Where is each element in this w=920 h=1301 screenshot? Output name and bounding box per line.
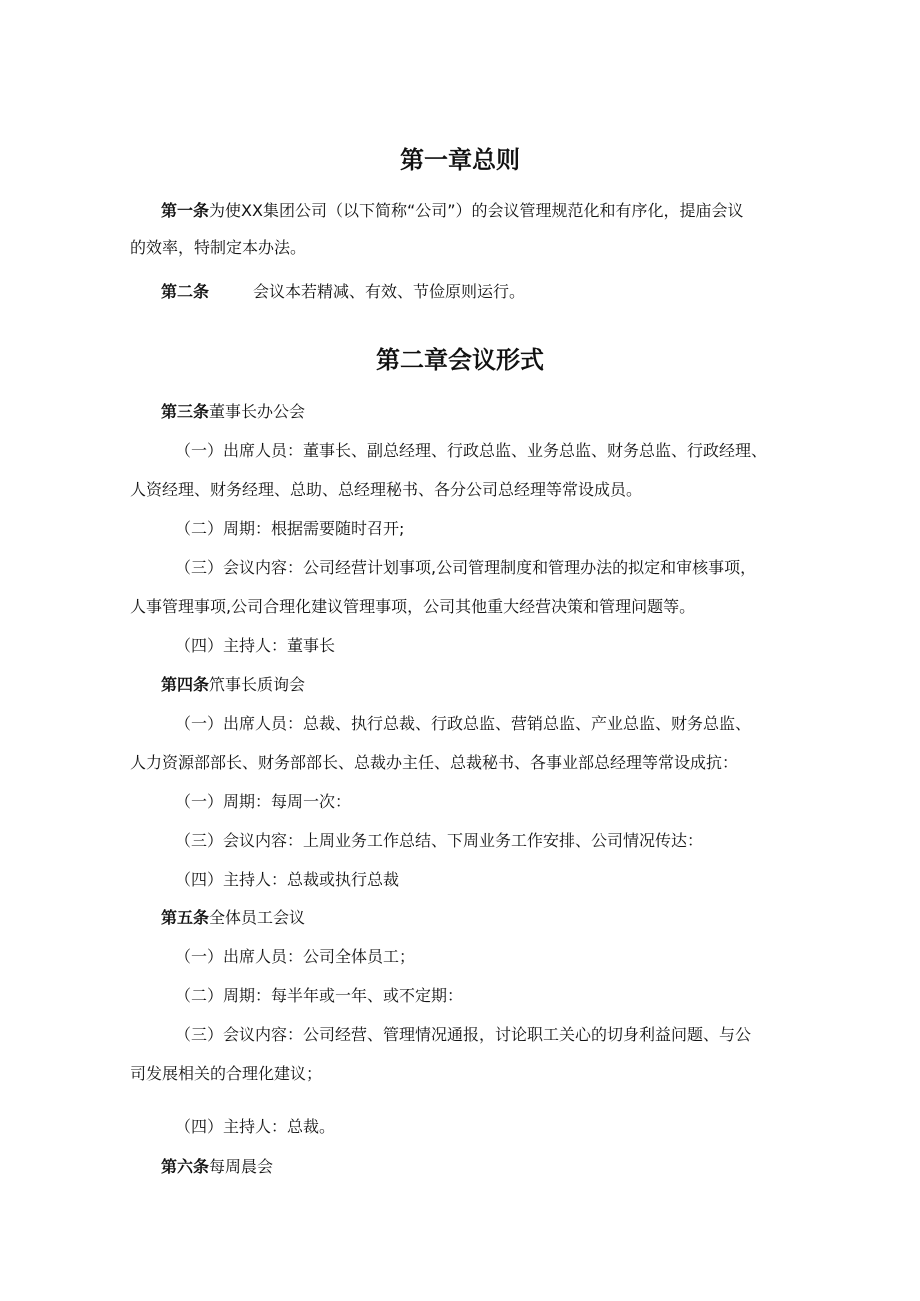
article-4-item: （一）周期：每周一次：: [175, 792, 352, 811]
article-4-label: 第四条: [161, 675, 210, 694]
article-5-item: （一）出席人员：公司全体员工；: [175, 947, 416, 966]
article-5-label: 第五条: [161, 908, 210, 927]
article-4-heading: [161, 675, 305, 695]
article-4-item: （四）主持人：总裁或执行总裁: [175, 870, 400, 889]
article-1-text: 为使XX集团公司（以下简称“公司”）的会议管理规范化和有序化，提庙会议: [209, 201, 744, 220]
article-5-item: （三）会议内容：公司经营、管理情况通报，讨论职工关心的切身利益问题、与公: [175, 1025, 752, 1044]
article-6-label: 第六条: [161, 1157, 210, 1176]
article-3-item: （三）会议内容：公司经营计划事项,公司管理制度和管理办法的拟定和审核事项，: [175, 558, 757, 577]
article-3-item: 人事管理事项,公司合理化建议管理事项，公司其他重大经营决策和管理问题等。: [130, 597, 696, 616]
article-1-line-2: 的效率，特制定本办法。: [130, 238, 307, 257]
article-4-item: （三）会议内容：上周业务工作总结、下周业务工作安排、公司情况传达：: [175, 831, 704, 850]
article-6-title: 每周晨会: [209, 1157, 274, 1176]
article-3-label: 第三条: [161, 402, 210, 421]
article-3-heading: [161, 402, 305, 422]
article-3-title: 董事长办公会: [209, 402, 306, 421]
article-5-heading: [161, 908, 305, 928]
article-6-heading: [161, 1157, 273, 1177]
article-5-item: （二）周期：每半年或一年、或不定期：: [175, 986, 464, 1005]
article-3-item: （一）出席人员：董事长、副总经理、行政总监、业务总监、财务总监、行政经理、: [175, 441, 768, 460]
article-2: [161, 282, 525, 302]
article-1-label: 第一条: [161, 201, 210, 220]
article-5-item: （四）主持人：总裁。: [175, 1117, 336, 1136]
article-1-line-1: [161, 201, 744, 221]
article-5-title: 全体员工会议: [209, 908, 306, 927]
chapter-2-title: 第二章会议形式: [376, 346, 544, 374]
article-2-label: 第二条: [161, 282, 210, 301]
article-2-text: 会议本若精减、有效、节俭原则运行。: [253, 282, 526, 301]
article-3-item: （四）主持人：董事长: [175, 636, 336, 655]
article-5-item: 司发展相关的合理化建议；: [130, 1064, 323, 1083]
article-3-item: 人资经理、财务经理、总助、总经理秘书、各分公司总经理等常设成员。: [130, 480, 643, 499]
article-3-item: （二）周期：根据需要随时召开;: [175, 519, 405, 538]
chapter-1-title: 第一章总则: [400, 146, 520, 174]
article-4-item: 人力资源部部长、财务部部长、总裁办主任、总裁秘书、各事业部总经理等常设成抗：: [130, 753, 739, 772]
article-4-item: （一）出席人员：总裁、执行总裁、行政总监、营销总监、产业总监、财务总监、: [175, 714, 752, 733]
article-4-title: 笊事长质询会: [209, 675, 306, 694]
